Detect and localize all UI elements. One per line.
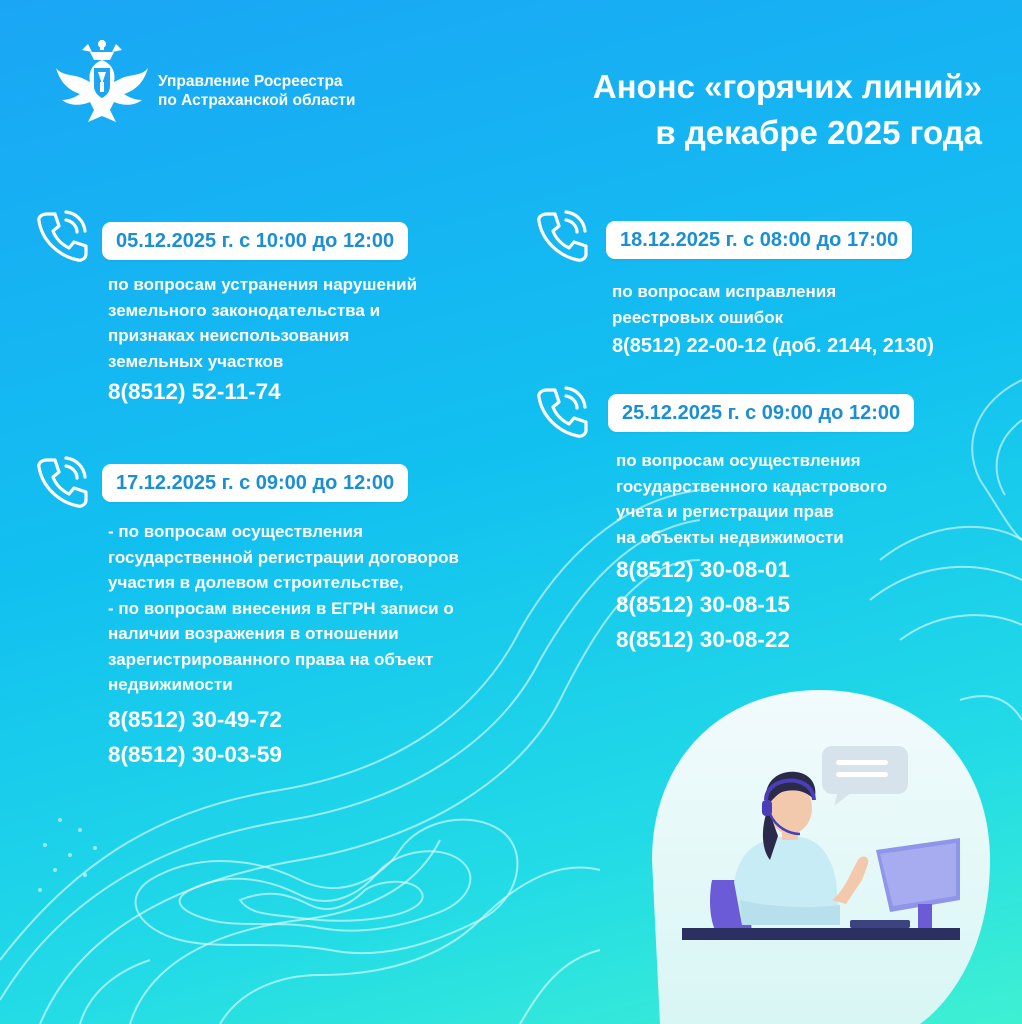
phone-number: 8(8512) 30-49-72 <box>108 707 282 732</box>
hotline-phones <box>108 374 281 409</box>
description-phone-line: 8(8512) 22-00-12 (доб. 2144, 2130) <box>612 335 934 357</box>
hotline-date-badge: 25.12.2025 г. с 09:00 до 12:00 <box>608 394 914 432</box>
hotline-card-0512 <box>34 206 504 416</box>
title-line-1: Анонс «горячих линий» <box>592 68 982 105</box>
hotline-card-1712 <box>34 452 514 772</box>
description-line: участия в долевом строительстве, <box>108 573 404 592</box>
description-line: - по вопросам внесения в ЕГРН записи о <box>108 598 454 618</box>
org-line-2: по Астраханской области <box>158 92 356 109</box>
page-title <box>593 64 982 156</box>
description-line: недвижимости <box>108 675 233 694</box>
org-line-1: Управление Росреестра <box>158 73 343 90</box>
hotline-card-1812 <box>534 206 1004 366</box>
description-line: признаках неиспользования <box>108 326 350 345</box>
phone-number: 8(8512) 30-08-15 <box>616 592 790 617</box>
phone-number: 8(8512) 30-03-59 <box>108 742 282 767</box>
description-line: по вопросам исправления <box>612 282 837 301</box>
description-line: земельного законодательства и <box>108 300 381 320</box>
phone-number: 8(8512) 30-08-01 <box>616 557 790 582</box>
hotline-card-2512 <box>534 382 1004 662</box>
hotline-phones <box>108 702 282 772</box>
description-line: наличии возражения в отношении <box>108 624 399 643</box>
organization-name <box>158 72 355 110</box>
hotline-date-badge: 17.12.2025 г. с 09:00 до 12:00 <box>102 464 408 502</box>
description-line: - по вопросам осуществления <box>108 522 363 541</box>
description-line: реестровых ошибок <box>612 307 784 327</box>
description-line: земельных участков <box>108 351 284 371</box>
hotline-phones <box>616 552 790 657</box>
description-line: на объекты недвижимости <box>616 527 844 547</box>
hotline-description <box>616 448 887 550</box>
description-line: зарегистрированного права на объект <box>108 649 434 669</box>
description-line: по вопросам устранения нарушений <box>108 275 418 294</box>
phone-icon <box>34 206 92 266</box>
hotline-date-badge: 18.12.2025 г. с 08:00 до 17:00 <box>606 221 912 259</box>
description-line: учета и регистрации прав <box>616 502 834 521</box>
phone-icon <box>34 452 92 512</box>
phone-number: 8(8512) 30-08-22 <box>616 627 790 652</box>
phone-icon <box>534 382 592 442</box>
description-line: государственного кадастрового <box>616 476 888 496</box>
hotline-description <box>108 519 459 698</box>
phone-number: 8(8512) 52-11-74 <box>108 379 281 404</box>
hotline-description <box>108 272 417 374</box>
rosreestr-eagle-icon <box>52 38 152 130</box>
title-line-2: в декабре 2025 года <box>655 114 982 151</box>
description-line: по вопросам осуществления <box>616 451 861 470</box>
description-line: государственной регистрации договоров <box>108 547 459 567</box>
hotline-date-badge: 05.12.2025 г. с 10:00 до 12:00 <box>102 222 408 260</box>
hotline-description <box>612 279 934 362</box>
phone-icon <box>534 206 592 266</box>
